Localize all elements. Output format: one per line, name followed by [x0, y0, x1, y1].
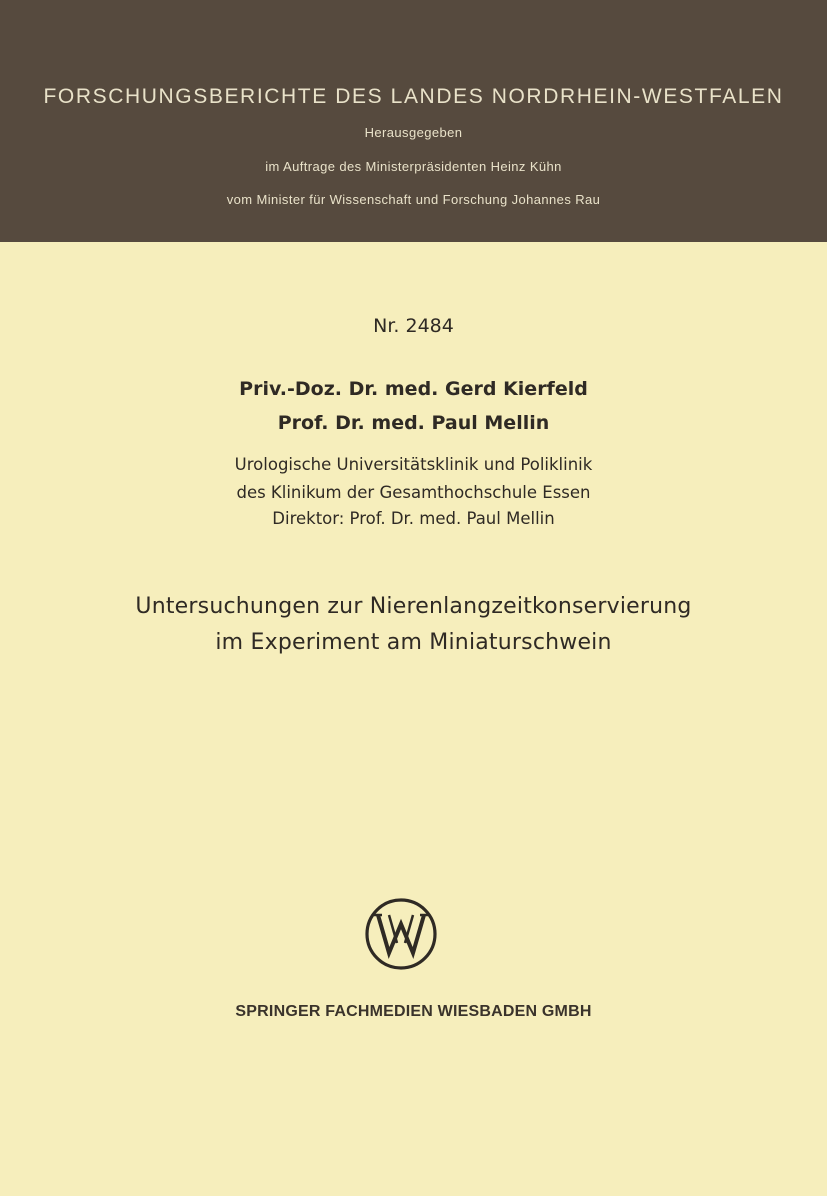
header-line-published: Herausgegeben — [364, 125, 463, 140]
institution-line-2: des Klinikum der Gesamthochschule Essen — [236, 483, 591, 502]
header-line-minister: vom Minister für Wissenschaft und Forschung Johannes Rau — [226, 192, 601, 207]
institution-line-3: Direktor: Prof. Dr. med. Paul Mellin — [272, 509, 555, 528]
author-1: Priv.-Doz. Dr. med. Gerd Kierfeld — [239, 378, 588, 400]
springer-ww-logo-icon — [363, 896, 439, 972]
book-title-line-1: Untersuchungen zur Nierenlangzeitkonservierung — [135, 594, 692, 619]
publisher-name: SPRINGER FACHMEDIEN WIESBADEN GMBH — [235, 1003, 592, 1020]
report-number: Nr. 2484 — [373, 315, 454, 337]
header-line-commission: im Auftrage des Ministerpräsidenten Heinz Kühn — [265, 159, 562, 174]
institution-line-1: Urologische Universitätsklinik und Poliklinik — [234, 455, 593, 474]
book-title-line-2: im Experiment am Miniaturschwein — [215, 630, 612, 655]
series-header — [0, 0, 827, 242]
author-2: Prof. Dr. med. Paul Mellin — [277, 412, 550, 434]
series-title: FORSCHUNGSBERICHTE DES LANDES NORDRHEIN-WESTFALEN — [43, 85, 784, 108]
